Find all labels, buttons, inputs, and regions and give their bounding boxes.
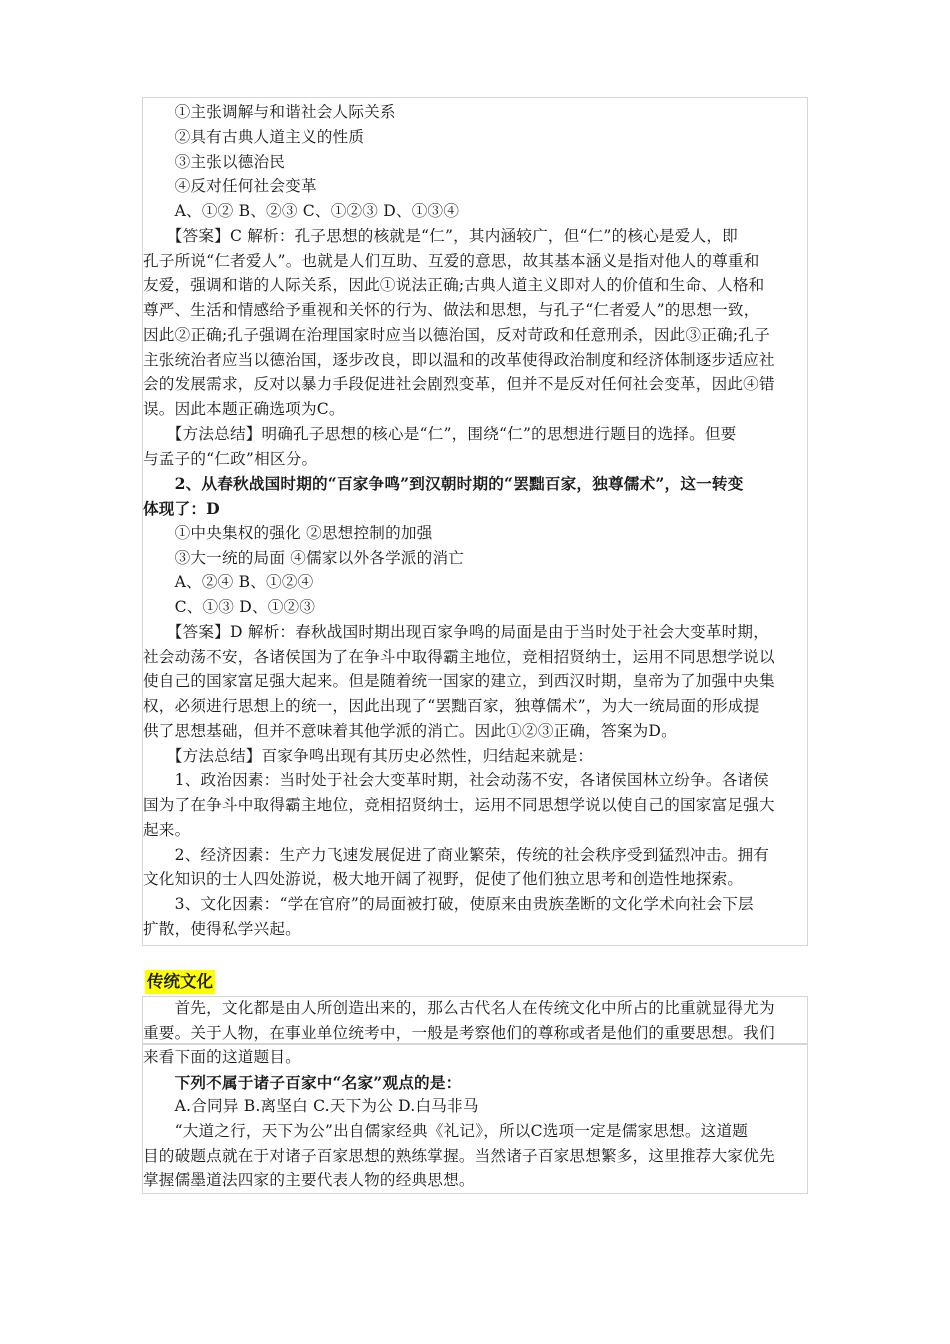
text-line: 文化知识的士人四处游说，极大地开阔了视野，促使了他们独立思考和创造性地探索。 — [143, 870, 744, 889]
text-line: 下列不属于诸子百家中“名家”观点的是： — [143, 1072, 462, 1092]
text-line: 主张统治者应当以德治国，逐步改良，即以温和的改革使得政治制度和经济体制逐步适应社 — [143, 350, 775, 369]
text-line: 体现了：D — [143, 499, 220, 518]
text-line: 权，必须进行思想上的统一，因此出现了“罢黜百家，独尊儒术”，为大一统局面的形成提 — [143, 697, 760, 715]
text-line: C、①③ D、①②③ — [143, 598, 316, 616]
text-line: ③大一统的局面 ④儒家以外各学派的消亡 — [143, 548, 465, 567]
text-line: ①主张调解与和谐社会人际关系 — [143, 103, 396, 121]
section-heading: 传统文化 — [145, 970, 215, 994]
text-line: A、②④ B、①②④ — [143, 573, 314, 592]
text-line: 1、政治因素：当时处于社会大变革时期，社会动荡不安，各诸侯国林立纷争。各诸侯 — [143, 771, 770, 790]
text-line: 掌握儒墨道法四家的主要代表人物的经典思想。 — [143, 1171, 475, 1190]
text-line: 重要。关于人物，在事业单位统考中，一般是考察他们的尊称或者是他们的重要思想。我们 — [143, 1023, 775, 1042]
text-line: 误。因此本题正确选项为C。 — [143, 400, 345, 418]
text-line: “大道之行，天下为公”出自儒家经典《礼记》，所以C选项一定是儒家思想。这道题 — [143, 1122, 749, 1140]
text-line: 【答案】C 解析：孔子思想的核就是“仁”，其内涵较广，但“仁”的核心是爱人，即 — [143, 226, 738, 245]
text-line: 供了思想基础，但并不意味着其他学派的消亡。因此①②③正确，答案为D。 — [143, 721, 677, 740]
text-line: 孔子所说“仁者爱人”。也就是人们互助、互爱的意思，故其基本涵义是指对他人的尊重和 — [143, 251, 760, 270]
text-line: 社会动荡不安，各诸侯国为了在争斗中取得霸主地位，竞相招贤纳士，运用不同思想学说以 — [143, 647, 775, 666]
text-line: 友爱，强调和谐的人际关系，因此①说法正确;古典人道主义即对人的价值和生命、人格和 — [143, 276, 765, 295]
text-line: ②具有古典人道主义的性质 — [143, 127, 365, 146]
text-line: ④反对任何社会变革 — [143, 177, 317, 196]
text-line: 尊严、生活和情感给予重视和关怀的行为、做法和思想，与孔子“仁者爱人”的思想一致， — [143, 301, 760, 319]
text-line: 与孟子的“仁政”相区分。 — [143, 449, 318, 468]
text-line: 目的破题点就在于对诸子百家思想的熟练掌握。当然诸子百家思想繁多，这里推荐大家优先 — [143, 1146, 775, 1165]
text-line: 2、经济因素：生产力飞速发展促进了商业繁荣，传统的社会秩序受到猛烈冲击。拥有 — [143, 845, 770, 864]
text-line: 3、文化因素：“学在官府”的局面被打破，使原来由贵族垄断的文化学术向社会下层 — [143, 895, 754, 913]
text-line: A.合同异 B.离坚白 C.天下为公 D.白马非马 — [143, 1097, 479, 1116]
text-line: A、①② B、②③ C、①②③ D、①③④ — [143, 202, 460, 220]
text-line: 来看下面的这道题目。 — [143, 1048, 301, 1067]
text-line: 【答案】D 解析：春秋战国时期出现百家争鸣的局面是由于当时处于社会大变革时期， — [143, 622, 770, 641]
text-line: 会的发展需求，反对以暴力手段促进社会剧烈变革，但并不是反对任何社会变革，因此④错 — [143, 375, 775, 394]
text-line: 因此②正确;孔子强调在治理国家时应当以德治国，反对苛政和任意刑杀，因此③正确;孔子 — [143, 325, 770, 344]
text-line: 2、从春秋战国时期的“百家争鸣”到汉朝时期的“罢黜百家，独尊儒术”，这一转变 — [143, 474, 744, 494]
text-line: ③主张以德治民 — [143, 152, 286, 171]
text-line: 首先，文化都是由人所创造出来的，那么古代名人在传统文化中所占的比重就显得尤为 — [143, 999, 775, 1017]
text-line: 国为了在争斗中取得霸主地位，竞相招贤纳士，运用不同思想学说以使自己的国家富足强大 — [143, 796, 775, 814]
text-line: 使自己的国家富足强大起来。但是随着统一国家的建立，到西汉时期，皇帝为了加强中央集 — [143, 672, 775, 691]
text-line: 【方法总结】百家争鸣出现有其历史必然性，归结起来就是： — [143, 746, 594, 765]
text-line: ①中央集权的强化 ②思想控制的加强 — [143, 523, 433, 542]
text-line: 起来。 — [143, 820, 191, 839]
text-line: 【方法总结】明确孔子思想的核心是“仁”，围绕“仁”的思想进行题目的选择。但要 — [143, 424, 737, 443]
text-line: 扩散，使得私学兴起。 — [143, 919, 301, 938]
